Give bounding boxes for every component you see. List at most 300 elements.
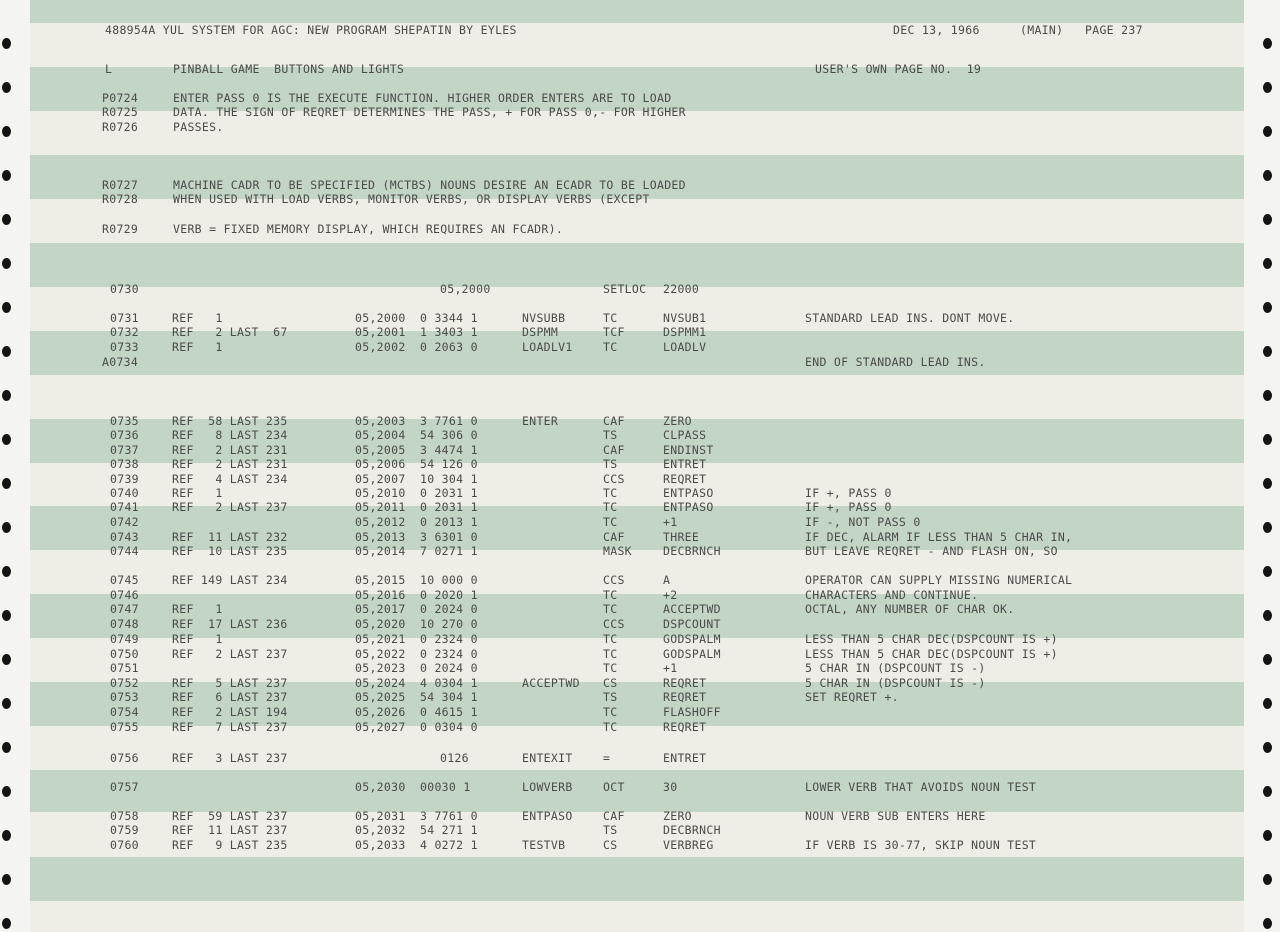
operand: REQRET xyxy=(663,690,707,704)
tractor-hole xyxy=(1263,38,1272,49)
tractor-hole xyxy=(2,82,11,93)
tractor-hole xyxy=(1263,434,1272,445)
ref-info: REF 2 LAST 231 xyxy=(172,457,288,471)
octal-word: 0126 xyxy=(440,751,469,765)
line-number: 0732 xyxy=(110,325,139,339)
listing-line xyxy=(30,617,1244,631)
memory-address: 05,2005 xyxy=(355,443,406,457)
remark: LOWER VERB THAT AVOIDS NOUN TEST xyxy=(805,780,1037,794)
ref-info: REF 9 LAST 235 xyxy=(172,838,288,852)
comment-text: ENTER PASS 0 IS THE EXECUTE FUNCTION. HIGHER ORDER ENTERS ARE TO LOAD xyxy=(173,91,672,105)
opcode: CCS xyxy=(603,573,625,587)
line-number: 0758 xyxy=(110,809,139,823)
subheader-letter: L xyxy=(105,62,113,76)
header-date: DEC 13, 1966 xyxy=(893,23,980,37)
line-number: 0752 xyxy=(110,676,139,690)
memory-address: 05,2017 xyxy=(355,602,406,616)
line-number: R0727 xyxy=(102,178,139,192)
tractor-hole xyxy=(1263,170,1272,181)
ref-info: REF 10 LAST 235 xyxy=(172,544,288,558)
comment-text: PASSES. xyxy=(173,120,224,134)
operand: ENTRET xyxy=(663,751,707,765)
subheader-title: PINBALL GAME BUTTONS AND LIGHTS xyxy=(173,62,405,76)
opcode: TC xyxy=(603,588,618,602)
remark: IF -, NOT PASS 0 xyxy=(805,515,921,529)
tractor-hole xyxy=(2,170,11,181)
line-number: 0737 xyxy=(110,443,139,457)
remark: OCTAL, ANY NUMBER OF CHAR OK. xyxy=(805,602,1015,616)
remark: IF +, PASS 0 xyxy=(805,486,892,500)
opcode: TC xyxy=(603,661,618,675)
listing-line xyxy=(30,602,1244,616)
tractor-hole xyxy=(1263,522,1272,533)
ref-info: REF 1 xyxy=(172,632,223,646)
octal-word: 0 2020 1 xyxy=(420,588,478,602)
memory-address: 05,2020 xyxy=(355,617,406,631)
tractor-hole xyxy=(1263,830,1272,841)
ref-info: REF 1 xyxy=(172,602,223,616)
listing-line xyxy=(30,809,1244,823)
tractor-hole xyxy=(1263,918,1272,929)
ref-info: REF 7 LAST 237 xyxy=(172,720,288,734)
ref-info: REF 1 xyxy=(172,311,223,325)
tractor-hole xyxy=(1263,258,1272,269)
memory-address: 05,2006 xyxy=(355,457,406,471)
line-number: 0757 xyxy=(110,780,139,794)
tractor-hole xyxy=(2,698,11,709)
memory-address: 05,2010 xyxy=(355,486,406,500)
header-mode: (MAIN) xyxy=(1020,23,1064,37)
octal-word: 05,2000 xyxy=(440,282,491,296)
listing-line xyxy=(30,282,1244,296)
tractor-hole xyxy=(1263,874,1272,885)
tractor-hole xyxy=(2,390,11,401)
octal-word: 0 3344 1 xyxy=(420,311,478,325)
operand: REQRET xyxy=(663,720,707,734)
operand: REQRET xyxy=(663,472,707,486)
memory-address: 05,2002 xyxy=(355,340,406,354)
line-number: 0755 xyxy=(110,720,139,734)
tractor-hole xyxy=(1263,214,1272,225)
memory-address: 05,2004 xyxy=(355,428,406,442)
ref-info: REF 149 LAST 234 xyxy=(172,573,288,587)
line-number: 0738 xyxy=(110,457,139,471)
octal-word: 0 2063 0 xyxy=(420,340,478,354)
ref-info: REF 2 LAST 67 xyxy=(172,325,288,339)
opcode: CAF xyxy=(603,530,625,544)
listing-line xyxy=(30,632,1244,646)
tractor-hole xyxy=(2,610,11,621)
listing-line xyxy=(30,428,1244,442)
operand: ENTPASO xyxy=(663,500,714,514)
ref-info: REF 2 LAST 237 xyxy=(172,500,288,514)
line-number: 0743 xyxy=(110,530,139,544)
tractor-hole xyxy=(2,478,11,489)
line-number: R0728 xyxy=(102,192,139,206)
tractor-hole xyxy=(2,654,11,665)
line-number: 0747 xyxy=(110,602,139,616)
listing-line xyxy=(30,588,1244,602)
remark: LESS THAN 5 CHAR DEC(DSPCOUNT IS +) xyxy=(805,647,1058,661)
memory-address: 05,2013 xyxy=(355,530,406,544)
ref-info: REF 6 LAST 237 xyxy=(172,690,288,704)
tractor-hole xyxy=(1263,346,1272,357)
memory-address: 05,2024 xyxy=(355,676,406,690)
tractor-hole xyxy=(1263,742,1272,753)
opcode: TS xyxy=(603,823,618,837)
right-tractor-margin xyxy=(1244,0,1280,932)
ref-info: REF 5 LAST 237 xyxy=(172,676,288,690)
memory-address: 05,2027 xyxy=(355,720,406,734)
memory-address: 05,2014 xyxy=(355,544,406,558)
operand: A xyxy=(663,573,671,587)
tractor-hole xyxy=(2,918,11,929)
opcode: TC xyxy=(603,705,618,719)
operand: ZERO xyxy=(663,414,692,428)
ref-info: REF 1 xyxy=(172,486,223,500)
octal-word: 3 6301 0 xyxy=(420,530,478,544)
line-number: 0741 xyxy=(110,500,139,514)
line-number: 0748 xyxy=(110,617,139,631)
operand: +1 xyxy=(663,661,678,675)
opcode: CCS xyxy=(603,472,625,486)
operand: VERBREG xyxy=(663,838,714,852)
octal-word: 3 4474 1 xyxy=(420,443,478,457)
opcode: OCT xyxy=(603,780,625,794)
users-page-number: USER'S OWN PAGE NO. 19 xyxy=(815,62,982,76)
ref-info: REF 2 LAST 194 xyxy=(172,705,288,719)
line-number: 0759 xyxy=(110,823,139,837)
listing-line xyxy=(30,705,1244,719)
tractor-hole xyxy=(1263,478,1272,489)
tractor-hole xyxy=(2,346,11,357)
operand: DECBRNCH xyxy=(663,544,721,558)
listing-line xyxy=(30,340,1244,354)
memory-address: 05,2011 xyxy=(355,500,406,514)
memory-address: 05,2032 xyxy=(355,823,406,837)
listing-line xyxy=(30,838,1244,852)
memory-address: 05,2022 xyxy=(355,647,406,661)
printout-page xyxy=(30,0,1244,932)
opcode: MASK xyxy=(603,544,632,558)
line-number: 0744 xyxy=(110,544,139,558)
line-number: 0760 xyxy=(110,838,139,852)
tractor-hole xyxy=(2,126,11,137)
remark: SET REQRET +. xyxy=(805,690,899,704)
operand: ACCEPTWD xyxy=(663,602,721,616)
operand: REQRET xyxy=(663,676,707,690)
memory-address: 05,2026 xyxy=(355,705,406,719)
listing-line xyxy=(30,486,1244,500)
tractor-hole xyxy=(2,566,11,577)
symbol-label: LOADLV1 xyxy=(522,340,573,354)
tractor-hole xyxy=(1263,390,1272,401)
remark: CHARACTERS AND CONTINUE. xyxy=(805,588,979,602)
opcode: TS xyxy=(603,457,618,471)
octal-word: 54 304 1 xyxy=(420,690,478,704)
tractor-hole xyxy=(1263,610,1272,621)
ref-info: REF 2 LAST 237 xyxy=(172,647,288,661)
left-tractor-margin xyxy=(0,0,30,932)
octal-word: 4 0272 1 xyxy=(420,838,478,852)
ref-info: REF 11 LAST 232 xyxy=(172,530,288,544)
line-number: R0729 xyxy=(102,222,139,236)
operand: THREE xyxy=(663,530,700,544)
line-number: 0745 xyxy=(110,573,139,587)
listing-line xyxy=(30,325,1244,339)
header-title: 488954A YUL SYSTEM FOR AGC: NEW PROGRAM SHEPATIN BY EYLES xyxy=(105,23,517,37)
remark: LESS THAN 5 CHAR DEC(DSPCOUNT IS +) xyxy=(805,632,1058,646)
memory-address: 05,2016 xyxy=(355,588,406,602)
memory-address: 05,2015 xyxy=(355,573,406,587)
ref-info: REF 17 LAST 236 xyxy=(172,617,288,631)
operand: GODSPALM xyxy=(663,632,721,646)
opcode: CAF xyxy=(603,809,625,823)
line-number: 0731 xyxy=(110,311,139,325)
line-number: 0753 xyxy=(110,690,139,704)
ref-info: REF 58 LAST 235 xyxy=(172,414,288,428)
octal-word: 0 0304 0 xyxy=(420,720,478,734)
octal-word: 0 2324 0 xyxy=(420,647,478,661)
listing-line xyxy=(30,311,1244,325)
line-number: 0730 xyxy=(110,282,139,296)
ref-info: REF 11 LAST 237 xyxy=(172,823,288,837)
octal-word: 0 2024 0 xyxy=(420,602,478,616)
operand: FLASHOFF xyxy=(663,705,721,719)
line-number: 0756 xyxy=(110,751,139,765)
operand: LOADLV xyxy=(663,340,707,354)
line-number: 0739 xyxy=(110,472,139,486)
paper-band xyxy=(30,857,1244,901)
octal-word: 0 4615 1 xyxy=(420,705,478,719)
octal-word: 0 2031 1 xyxy=(420,486,478,500)
tractor-hole xyxy=(2,302,11,313)
tractor-hole xyxy=(2,214,11,225)
octal-word: 54 271 1 xyxy=(420,823,478,837)
operand: ENDINST xyxy=(663,443,714,457)
operand: DSPMM1 xyxy=(663,325,707,339)
symbol-label: ACCEPTWD xyxy=(522,676,580,690)
comment-line xyxy=(30,178,1244,192)
octal-word: 0 2031 1 xyxy=(420,500,478,514)
operand: DECBRNCH xyxy=(663,823,721,837)
comment-text: WHEN USED WITH LOAD VERBS, MONITOR VERBS, OR DISPLAY VERBS (EXCEPT xyxy=(173,192,650,206)
listing-line xyxy=(30,661,1244,675)
listing-line xyxy=(30,515,1244,529)
tractor-hole xyxy=(2,786,11,797)
line-number: 0750 xyxy=(110,647,139,661)
header-page: PAGE 237 xyxy=(1085,23,1143,37)
line-number: R0726 xyxy=(102,120,139,134)
opcode: TC xyxy=(603,647,618,661)
tractor-hole xyxy=(2,522,11,533)
line-number: 0740 xyxy=(110,486,139,500)
memory-address: 05,2030 xyxy=(355,780,406,794)
memory-address: 05,2000 xyxy=(355,311,406,325)
operand: +2 xyxy=(663,588,678,602)
comment-text: DATA. THE SIGN OF REQRET DETERMINES THE PASS, + FOR PASS 0,- FOR HIGHER xyxy=(173,105,686,119)
opcode: TCF xyxy=(603,325,625,339)
operand: CLPASS xyxy=(663,428,707,442)
ref-info: REF 8 LAST 234 xyxy=(172,428,288,442)
listing-line xyxy=(30,544,1244,558)
opcode: CS xyxy=(603,676,618,690)
listing-line xyxy=(30,472,1244,486)
opcode: TS xyxy=(603,428,618,442)
line-number: 0736 xyxy=(110,428,139,442)
opcode: TC xyxy=(603,602,618,616)
operand: GODSPALM xyxy=(663,647,721,661)
tractor-hole xyxy=(2,830,11,841)
tractor-hole xyxy=(1263,126,1272,137)
memory-address: 05,2007 xyxy=(355,472,406,486)
listing-line xyxy=(30,720,1244,734)
opcode: TC xyxy=(603,486,618,500)
tractor-hole xyxy=(1263,698,1272,709)
listing-line xyxy=(30,443,1244,457)
listing-line xyxy=(30,500,1244,514)
opcode: TS xyxy=(603,690,618,704)
operand: DSPCOUNT xyxy=(663,617,721,631)
octal-word: 54 306 0 xyxy=(420,428,478,442)
symbol-label: NVSUBB xyxy=(522,311,566,325)
memory-address: 05,2012 xyxy=(355,515,406,529)
tractor-hole xyxy=(2,258,11,269)
subheader-line xyxy=(30,62,1244,76)
remark: 5 CHAR IN (DSPCOUNT IS -) xyxy=(805,676,986,690)
listing-line xyxy=(30,355,1244,369)
listing-line xyxy=(30,823,1244,837)
comment-text: VERB = FIXED MEMORY DISPLAY, WHICH REQUIRES AN FCADR). xyxy=(173,222,564,236)
remark: END OF STANDARD LEAD INS. xyxy=(805,355,986,369)
symbol-label: ENTER xyxy=(522,414,559,428)
tractor-hole xyxy=(2,38,11,49)
line-number: 0754 xyxy=(110,705,139,719)
tractor-hole xyxy=(1263,654,1272,665)
memory-address: 05,2003 xyxy=(355,414,406,428)
paper-band xyxy=(30,243,1244,287)
tractor-hole xyxy=(2,434,11,445)
tractor-hole xyxy=(1263,302,1272,313)
opcode: CS xyxy=(603,838,618,852)
tractor-hole xyxy=(2,874,11,885)
opcode: = xyxy=(603,751,611,765)
octal-word: 10 270 0 xyxy=(420,617,478,631)
tractor-hole xyxy=(1263,566,1272,577)
symbol-label: LOWVERB xyxy=(522,780,573,794)
remark: STANDARD LEAD INS. DONT MOVE. xyxy=(805,311,1015,325)
ref-info: REF 2 LAST 231 xyxy=(172,443,288,457)
memory-address: 05,2031 xyxy=(355,809,406,823)
comment-line xyxy=(30,120,1244,134)
listing-line xyxy=(30,676,1244,690)
octal-word: 0 2324 0 xyxy=(420,632,478,646)
symbol-label: DSPMM xyxy=(522,325,559,339)
tractor-hole xyxy=(2,742,11,753)
listing-line xyxy=(30,690,1244,704)
listing-line xyxy=(30,414,1244,428)
listing-line xyxy=(30,751,1244,765)
memory-address: 05,2001 xyxy=(355,325,406,339)
remark: BUT LEAVE REQRET - AND FLASH ON, SO xyxy=(805,544,1058,558)
opcode: TC xyxy=(603,632,618,646)
octal-word: 4 0304 1 xyxy=(420,676,478,690)
header-line xyxy=(30,23,1244,37)
ref-info: REF 3 LAST 237 xyxy=(172,751,288,765)
line-number: 0746 xyxy=(110,588,139,602)
ref-info: REF 1 xyxy=(172,340,223,354)
line-number: P0724 xyxy=(102,91,139,105)
symbol-label: ENTEXIT xyxy=(522,751,573,765)
remark: OPERATOR CAN SUPPLY MISSING NUMERICAL xyxy=(805,573,1073,587)
memory-address: 05,2023 xyxy=(355,661,406,675)
listing-line xyxy=(30,530,1244,544)
line-number: 0735 xyxy=(110,414,139,428)
octal-word: 7 0271 1 xyxy=(420,544,478,558)
comment-line xyxy=(30,192,1244,206)
opcode: CCS xyxy=(603,617,625,631)
comment-line xyxy=(30,91,1244,105)
line-number: 0733 xyxy=(110,340,139,354)
operand: ZERO xyxy=(663,809,692,823)
octal-word: 0 2013 1 xyxy=(420,515,478,529)
opcode: CAF xyxy=(603,414,625,428)
octal-word: 3 7761 0 xyxy=(420,414,478,428)
symbol-label: ENTPASO xyxy=(522,809,573,823)
line-number: 0749 xyxy=(110,632,139,646)
opcode: TC xyxy=(603,515,618,529)
opcode: SETLOC xyxy=(603,282,647,296)
remark: NOUN VERB SUB ENTERS HERE xyxy=(805,809,986,823)
octal-word: 00030 1 xyxy=(420,780,471,794)
remark: IF +, PASS 0 xyxy=(805,500,892,514)
listing-line xyxy=(30,780,1244,794)
opcode: TC xyxy=(603,340,618,354)
line-number: 0742 xyxy=(110,515,139,529)
listing-line xyxy=(30,573,1244,587)
tractor-hole xyxy=(1263,786,1272,797)
operand: NVSUB1 xyxy=(663,311,707,325)
listing-line xyxy=(30,647,1244,661)
symbol-label: TESTVB xyxy=(522,838,566,852)
remark: IF DEC, ALARM IF LESS THAN 5 CHAR IN, xyxy=(805,530,1073,544)
octal-word: 54 126 0 xyxy=(420,457,478,471)
remark: IF VERB IS 30-77, SKIP NOUN TEST xyxy=(805,838,1037,852)
opcode: TC xyxy=(603,311,618,325)
octal-word: 10 000 0 xyxy=(420,573,478,587)
line-number: 0751 xyxy=(110,661,139,675)
octal-word: 3 7761 0 xyxy=(420,809,478,823)
operand: 30 xyxy=(663,780,678,794)
octal-word: 1 3403 1 xyxy=(420,325,478,339)
listing-line xyxy=(30,457,1244,471)
octal-word: 10 304 1 xyxy=(420,472,478,486)
comment-text: MACHINE CADR TO BE SPECIFIED (MCTBS) NOUNS DESIRE AN ECADR TO BE LOADED xyxy=(173,178,686,192)
tractor-hole xyxy=(1263,82,1272,93)
ref-info: REF 4 LAST 234 xyxy=(172,472,288,486)
memory-address: 05,2033 xyxy=(355,838,406,852)
line-number: R0725 xyxy=(102,105,139,119)
opcode: CAF xyxy=(603,443,625,457)
operand: 22000 xyxy=(663,282,700,296)
operand: ENTRET xyxy=(663,457,707,471)
opcode: TC xyxy=(603,500,618,514)
operand: +1 xyxy=(663,515,678,529)
opcode: TC xyxy=(603,720,618,734)
memory-address: 05,2021 xyxy=(355,632,406,646)
paper-band xyxy=(30,0,1244,23)
line-number: A0734 xyxy=(102,355,139,369)
